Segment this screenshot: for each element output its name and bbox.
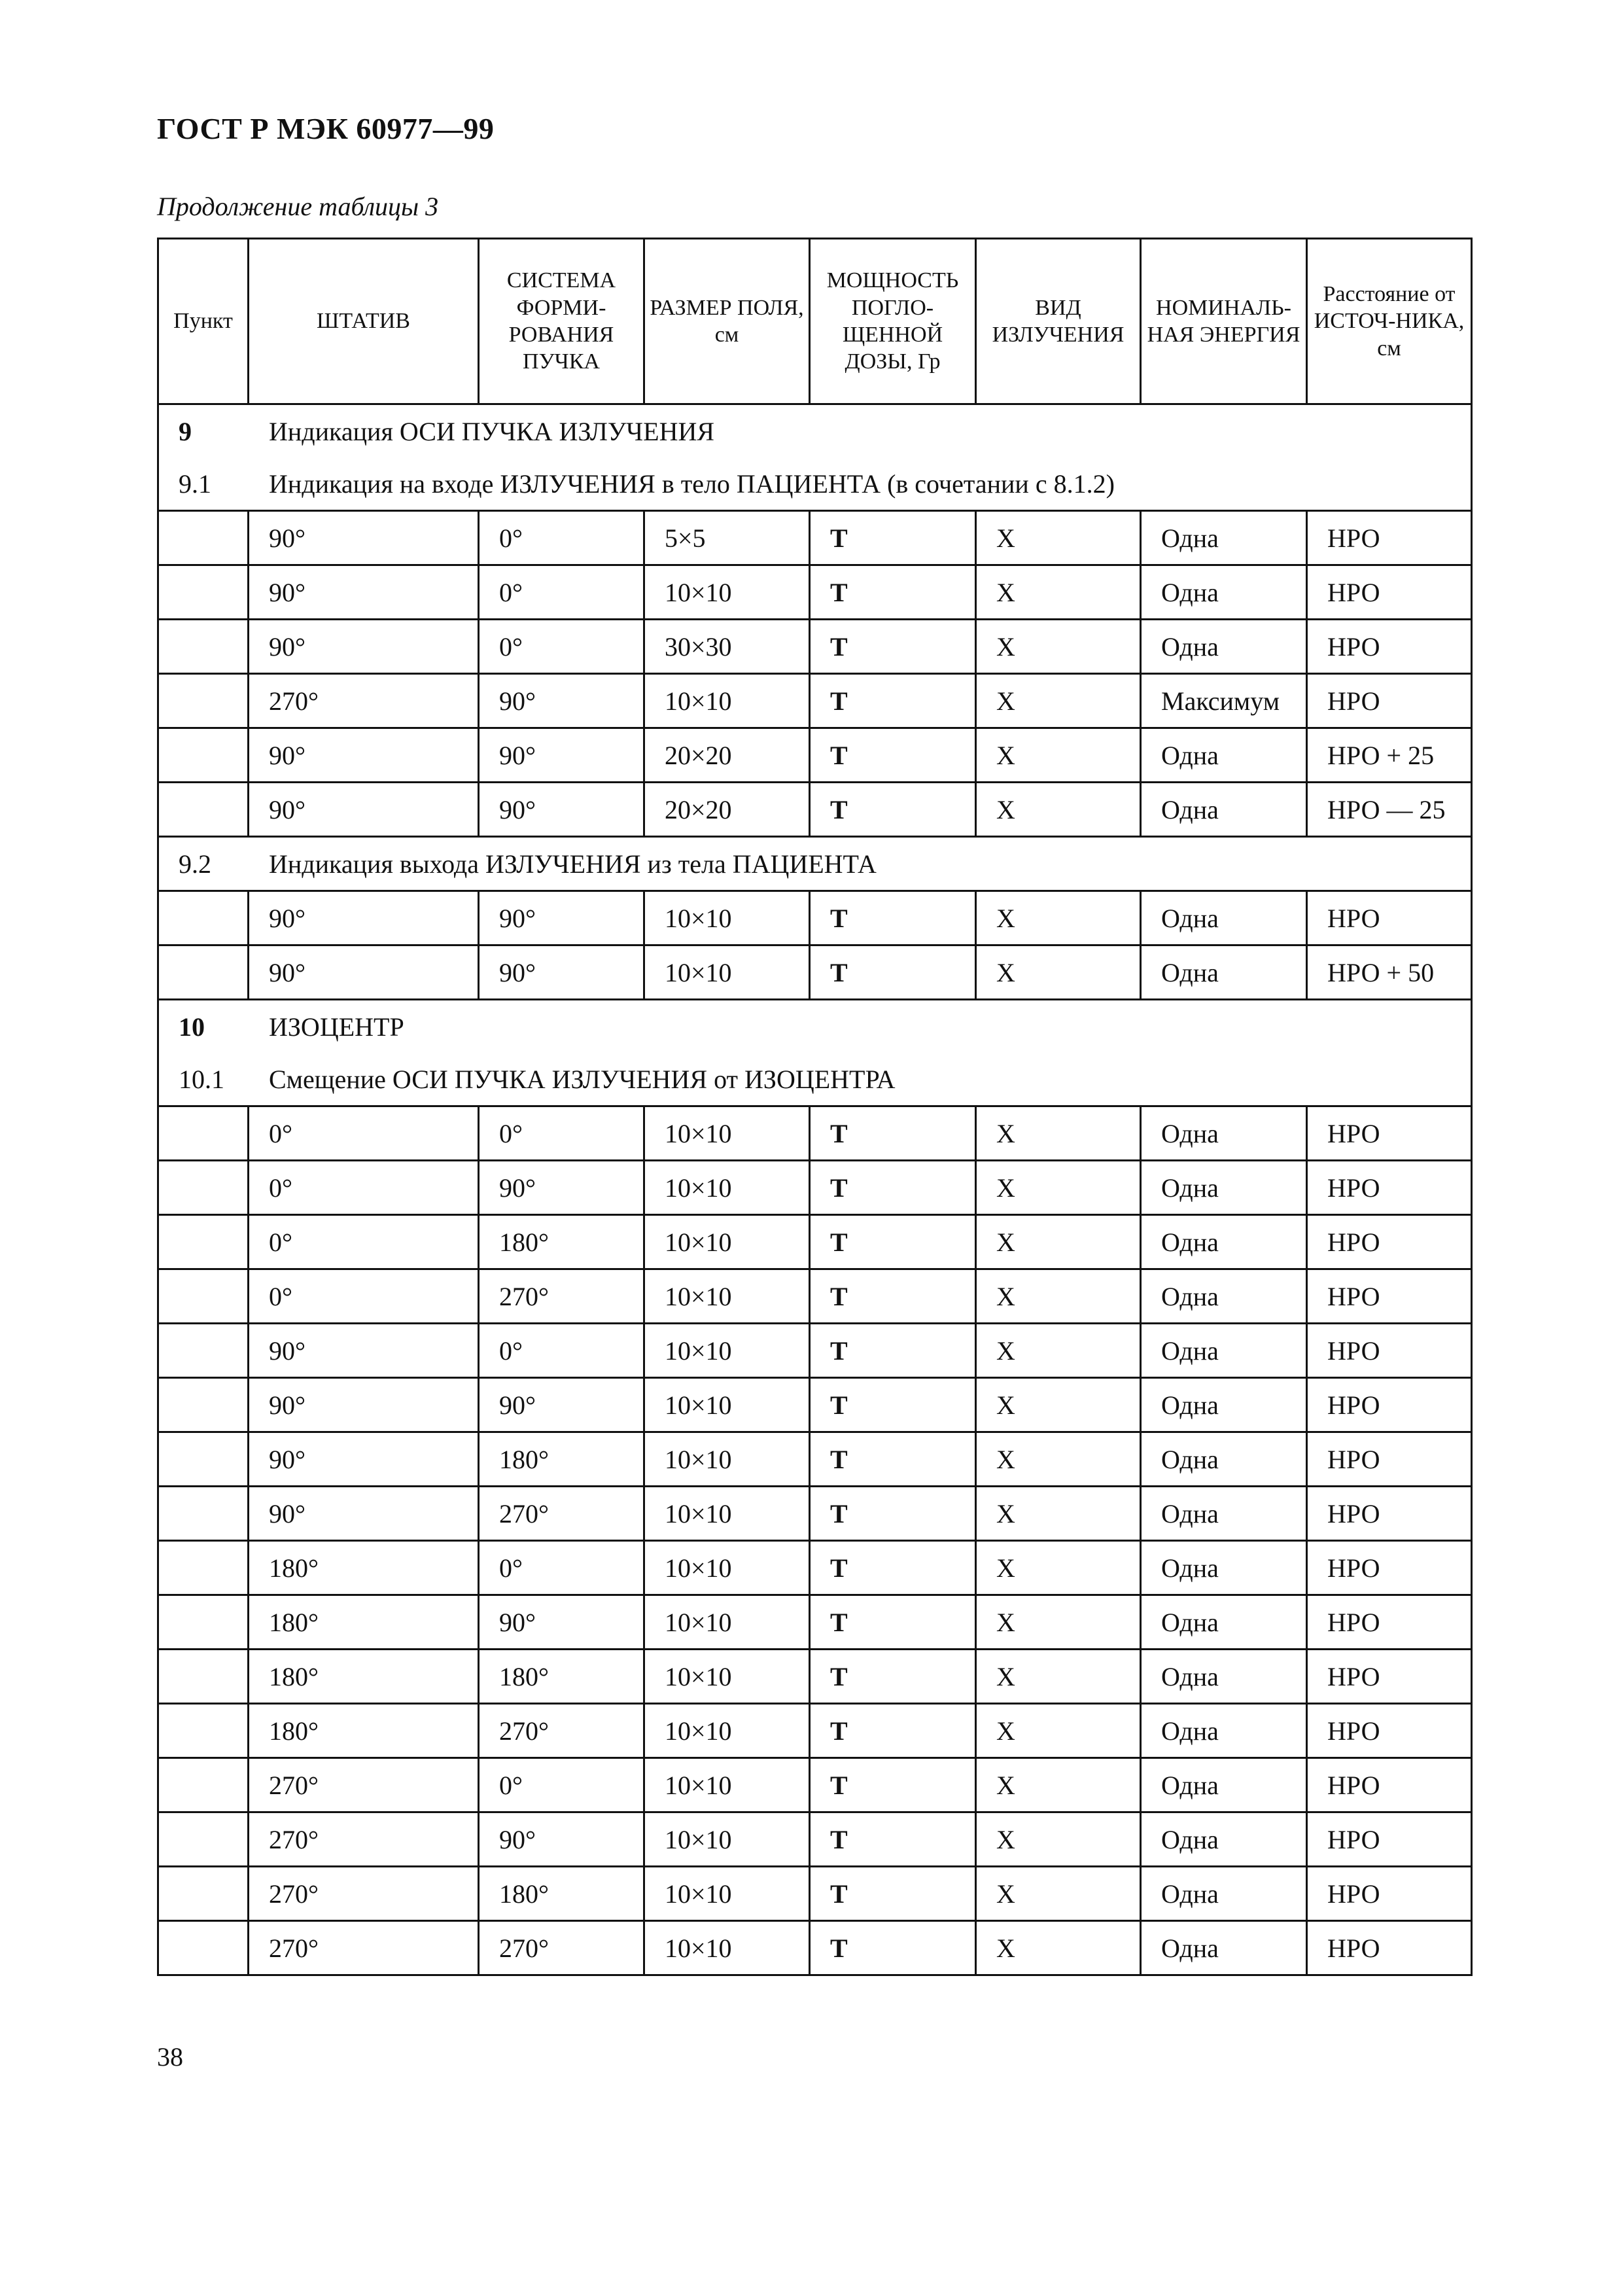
dose-rate-cell: Т	[810, 1378, 976, 1432]
field-size-cell: 10×10	[644, 1867, 810, 1921]
energy-cell: Максимум	[1141, 674, 1307, 728]
support-cell: 270°	[249, 1867, 479, 1921]
field-size-cell: 5×5	[644, 511, 810, 565]
section-title: Смещение ОСИ ПУЧКА ИЗЛУЧЕНИЯ от ИЗОЦЕНТРА	[269, 1064, 896, 1094]
support-cell: 270°	[249, 1812, 479, 1867]
table-row	[158, 1161, 1472, 1215]
support-cell: 0°	[249, 1161, 479, 1215]
dose-rate-cell: Т	[810, 674, 976, 728]
support-cell: 90°	[249, 728, 479, 783]
radiation-type-cell: Х	[976, 1215, 1141, 1269]
distance-cell: НРО	[1307, 1106, 1472, 1161]
dose-rate-cell: Т	[810, 1269, 976, 1324]
header-item: Пункт	[158, 239, 249, 404]
support-cell: 90°	[249, 565, 479, 620]
section-title: Индикация на входе ИЗЛУЧЕНИЯ в тело ПАЦИЕНТА (в сочетании с 8.1.2)	[269, 468, 1115, 499]
radiation-type-cell: Х	[976, 1324, 1141, 1378]
table-row	[158, 1215, 1472, 1269]
distance-cell: НРО	[1307, 1432, 1472, 1487]
radiation-type-cell: Х	[976, 674, 1141, 728]
field-size-cell: 10×10	[644, 1106, 810, 1161]
dose-rate-cell: Т	[810, 945, 976, 1000]
radiation-type-cell: Х	[976, 1704, 1141, 1758]
beam-system-cell: 90°	[479, 728, 644, 783]
beam-system-cell: 90°	[479, 1161, 644, 1215]
table-row	[158, 891, 1472, 945]
field-size-cell: 10×10	[644, 1269, 810, 1324]
field-size-cell: 10×10	[644, 1595, 810, 1650]
distance-cell: НРО	[1307, 1378, 1472, 1432]
dose-rate-cell: Т	[810, 1432, 976, 1487]
item-cell	[158, 1378, 249, 1432]
header-field-size: РАЗМЕР ПОЛЯ, см	[644, 239, 810, 404]
table-row	[158, 1324, 1472, 1378]
radiation-type-cell: Х	[976, 945, 1141, 1000]
dose-rate-cell: Т	[810, 565, 976, 620]
dose-rate-cell: Т	[810, 1161, 976, 1215]
header-source-distance: Расстояние от ИСТОЧ-НИКА, см	[1307, 239, 1472, 404]
distance-cell: НРО	[1307, 891, 1472, 945]
section-heading	[158, 1000, 1472, 1106]
table-row	[158, 1378, 1472, 1432]
item-cell	[158, 891, 249, 945]
energy-cell: Одна	[1141, 511, 1307, 565]
distance-cell: НРО	[1307, 511, 1472, 565]
field-size-cell: 20×20	[644, 783, 810, 837]
energy-cell: Одна	[1141, 1921, 1307, 1975]
section-title: Индикация ОСИ ПУЧКА ИЗЛУЧЕНИЯ	[269, 416, 715, 446]
support-cell: 90°	[249, 945, 479, 1000]
beam-system-cell: 90°	[479, 1378, 644, 1432]
support-cell: 270°	[249, 1758, 479, 1812]
distance-cell: НРО	[1307, 565, 1472, 620]
beam-system-cell: 90°	[479, 891, 644, 945]
energy-cell: Одна	[1141, 783, 1307, 837]
distance-cell: НРО	[1307, 674, 1472, 728]
energy-cell: Одна	[1141, 1595, 1307, 1650]
beam-system-cell: 90°	[479, 1812, 644, 1867]
section-line	[159, 405, 1471, 457]
table-row	[158, 620, 1472, 674]
item-cell	[158, 565, 249, 620]
radiation-type-cell: Х	[976, 891, 1141, 945]
field-size-cell: 10×10	[644, 1650, 810, 1704]
radiation-type-cell: Х	[976, 620, 1141, 674]
energy-cell: Одна	[1141, 1487, 1307, 1541]
item-cell	[158, 674, 249, 728]
distance-cell: НРО	[1307, 1812, 1472, 1867]
table-row	[158, 1921, 1472, 1975]
table-row	[158, 783, 1472, 837]
support-cell: 180°	[249, 1595, 479, 1650]
beam-system-cell: 0°	[479, 511, 644, 565]
field-size-cell: 10×10	[644, 565, 810, 620]
support-cell: 90°	[249, 1378, 479, 1432]
distance-cell: НРО	[1307, 1487, 1472, 1541]
field-size-cell: 10×10	[644, 1324, 810, 1378]
field-size-cell: 10×10	[644, 1378, 810, 1432]
table-row	[158, 674, 1472, 728]
section-number: 9.1	[179, 468, 211, 499]
field-size-cell: 10×10	[644, 1215, 810, 1269]
radiation-type-cell: Х	[976, 728, 1141, 783]
radiation-type-cell: Х	[976, 1812, 1141, 1867]
dose-rate-cell: Т	[810, 891, 976, 945]
support-cell: 180°	[249, 1541, 479, 1595]
item-cell	[158, 1921, 249, 1975]
dose-rate-cell: Т	[810, 1704, 976, 1758]
energy-cell: Одна	[1141, 1704, 1307, 1758]
beam-system-cell: 0°	[479, 1541, 644, 1595]
section-number: 10.1	[179, 1064, 224, 1094]
table-row	[158, 565, 1472, 620]
section-title: Индикация выхода ИЗЛУЧЕНИЯ из тела ПАЦИЕНТА	[269, 849, 877, 879]
beam-system-cell: 90°	[479, 945, 644, 1000]
table-row	[158, 511, 1472, 565]
distance-cell: НРО	[1307, 1650, 1472, 1704]
energy-cell: Одна	[1141, 1324, 1307, 1378]
beam-system-cell: 180°	[479, 1650, 644, 1704]
field-size-cell: 10×10	[644, 1758, 810, 1812]
distance-cell: НРО	[1307, 1215, 1472, 1269]
support-cell: 90°	[249, 1324, 479, 1378]
energy-cell: Одна	[1141, 1758, 1307, 1812]
distance-cell: НРО	[1307, 1921, 1472, 1975]
field-size-cell: 10×10	[644, 1432, 810, 1487]
distance-cell: НРО	[1307, 1269, 1472, 1324]
beam-system-cell: 0°	[479, 565, 644, 620]
field-size-cell: 10×10	[644, 1541, 810, 1595]
item-cell	[158, 1650, 249, 1704]
distance-cell: НРО + 25	[1307, 728, 1472, 783]
section-number: 9.2	[179, 849, 211, 879]
radiation-type-cell: Х	[976, 565, 1141, 620]
table-caption: Продолжение таблицы 3	[157, 192, 439, 221]
energy-cell: Одна	[1141, 1541, 1307, 1595]
item-cell	[158, 620, 249, 674]
radiation-type-cell: Х	[976, 1269, 1141, 1324]
distance-cell: НРО + 50	[1307, 945, 1472, 1000]
item-cell	[158, 1487, 249, 1541]
distance-cell: НРО	[1307, 1595, 1472, 1650]
table-row	[158, 1487, 1472, 1541]
support-cell: 90°	[249, 511, 479, 565]
radiation-type-cell: Х	[976, 1161, 1141, 1215]
section-line	[159, 1000, 1471, 1053]
beam-system-cell: 0°	[479, 1758, 644, 1812]
section-row	[158, 404, 1472, 511]
section-line	[159, 457, 1471, 510]
radiation-type-cell: Х	[976, 1595, 1141, 1650]
section-row	[158, 837, 1472, 891]
beam-system-cell: 0°	[479, 1324, 644, 1378]
support-cell: 180°	[249, 1704, 479, 1758]
dose-rate-cell: Т	[810, 1324, 976, 1378]
distance-cell: НРО	[1307, 1758, 1472, 1812]
support-cell: 90°	[249, 620, 479, 674]
energy-cell: Одна	[1141, 1106, 1307, 1161]
radiation-type-cell: Х	[976, 1432, 1141, 1487]
distance-cell: НРО	[1307, 1541, 1472, 1595]
support-cell: 90°	[249, 783, 479, 837]
parameters-table	[157, 238, 1473, 1976]
dose-rate-cell: Т	[810, 511, 976, 565]
energy-cell: Одна	[1141, 1269, 1307, 1324]
energy-cell: Одна	[1141, 1650, 1307, 1704]
energy-cell: Одна	[1141, 1867, 1307, 1921]
dose-rate-cell: Т	[810, 1867, 976, 1921]
radiation-type-cell: Х	[976, 1541, 1141, 1595]
dose-rate-cell: Т	[810, 1541, 976, 1595]
energy-cell: Одна	[1141, 728, 1307, 783]
radiation-type-cell: Х	[976, 1921, 1141, 1975]
beam-system-cell: 90°	[479, 1595, 644, 1650]
dose-rate-cell: Т	[810, 1921, 976, 1975]
header-dose-rate: МОЩНОСТЬ ПОГЛО-ЩЕННОЙ ДОЗЫ, Гр	[810, 239, 976, 404]
header-radiation-type: ВИД ИЗЛУЧЕНИЯ	[976, 239, 1141, 404]
beam-system-cell: 270°	[479, 1269, 644, 1324]
field-size-cell: 20×20	[644, 728, 810, 783]
page-number: 38	[157, 2042, 183, 2072]
dose-rate-cell: Т	[810, 1106, 976, 1161]
support-cell: 90°	[249, 891, 479, 945]
item-cell	[158, 1867, 249, 1921]
distance-cell: НРО	[1307, 620, 1472, 674]
field-size-cell: 30×30	[644, 620, 810, 674]
radiation-type-cell: Х	[976, 1758, 1141, 1812]
section-heading	[158, 837, 1472, 891]
table-row	[158, 1106, 1472, 1161]
support-cell: 90°	[249, 1487, 479, 1541]
table-row	[158, 1758, 1472, 1812]
support-cell: 270°	[249, 1921, 479, 1975]
radiation-type-cell: Х	[976, 1378, 1141, 1432]
item-cell	[158, 1758, 249, 1812]
radiation-type-cell: Х	[976, 1106, 1141, 1161]
field-size-cell: 10×10	[644, 945, 810, 1000]
beam-system-cell: 270°	[479, 1704, 644, 1758]
header-beam-system: СИСТЕМА ФОРМИ-РОВАНИЯ ПУЧКА	[479, 239, 644, 404]
table-row	[158, 1704, 1472, 1758]
table-row	[158, 945, 1472, 1000]
dose-rate-cell: Т	[810, 1487, 976, 1541]
field-size-cell: 10×10	[644, 1921, 810, 1975]
radiation-type-cell: Х	[976, 1867, 1141, 1921]
item-cell	[158, 1432, 249, 1487]
radiation-type-cell: Х	[976, 1650, 1141, 1704]
beam-system-cell: 270°	[479, 1487, 644, 1541]
distance-cell: НРО	[1307, 1161, 1472, 1215]
item-cell	[158, 1269, 249, 1324]
beam-system-cell: 180°	[479, 1867, 644, 1921]
energy-cell: Одна	[1141, 620, 1307, 674]
item-cell	[158, 728, 249, 783]
item-cell	[158, 1324, 249, 1378]
item-cell	[158, 1161, 249, 1215]
beam-system-cell: 0°	[479, 1106, 644, 1161]
support-cell: 270°	[249, 674, 479, 728]
item-cell	[158, 1215, 249, 1269]
table-header-row	[158, 239, 1472, 404]
beam-system-cell: 180°	[479, 1432, 644, 1487]
section-number: 10	[179, 1012, 205, 1042]
beam-system-cell: 90°	[479, 674, 644, 728]
distance-cell: НРО	[1307, 1324, 1472, 1378]
dose-rate-cell: Т	[810, 1650, 976, 1704]
radiation-type-cell: Х	[976, 511, 1141, 565]
item-cell	[158, 1595, 249, 1650]
table-row	[158, 728, 1472, 783]
support-cell: 0°	[249, 1269, 479, 1324]
table-row	[158, 1867, 1472, 1921]
section-heading	[158, 404, 1472, 511]
section-title: ИЗОЦЕНТР	[269, 1012, 404, 1042]
section-row	[158, 1000, 1472, 1106]
energy-cell: Одна	[1141, 1812, 1307, 1867]
field-size-cell: 10×10	[644, 674, 810, 728]
energy-cell: Одна	[1141, 1432, 1307, 1487]
item-cell	[158, 511, 249, 565]
item-cell	[158, 1106, 249, 1161]
support-cell: 90°	[249, 1432, 479, 1487]
support-cell: 0°	[249, 1106, 479, 1161]
field-size-cell: 10×10	[644, 891, 810, 945]
beam-system-cell: 90°	[479, 783, 644, 837]
header-support: ШТАТИВ	[249, 239, 479, 404]
energy-cell: Одна	[1141, 945, 1307, 1000]
energy-cell: Одна	[1141, 1215, 1307, 1269]
table-row	[158, 1432, 1472, 1487]
header-nominal-energy: НОМИНАЛЬ-НАЯ ЭНЕРГИЯ	[1141, 239, 1307, 404]
energy-cell: Одна	[1141, 1378, 1307, 1432]
table-row	[158, 1269, 1472, 1324]
section-line	[159, 1053, 1471, 1105]
dose-rate-cell: Т	[810, 1215, 976, 1269]
energy-cell: Одна	[1141, 891, 1307, 945]
beam-system-cell: 270°	[479, 1921, 644, 1975]
item-cell	[158, 1704, 249, 1758]
section-line	[159, 838, 1471, 890]
dose-rate-cell: Т	[810, 620, 976, 674]
table-row	[158, 1650, 1472, 1704]
item-cell	[158, 1812, 249, 1867]
dose-rate-cell: Т	[810, 1758, 976, 1812]
beam-system-cell: 180°	[479, 1215, 644, 1269]
distance-cell: НРО	[1307, 1704, 1472, 1758]
table-row	[158, 1595, 1472, 1650]
dose-rate-cell: Т	[810, 1812, 976, 1867]
support-cell: 180°	[249, 1650, 479, 1704]
document-title: ГОСТ Р МЭК 60977—99	[157, 112, 495, 145]
table-body	[158, 404, 1472, 1975]
field-size-cell: 10×10	[644, 1487, 810, 1541]
distance-cell: НРО	[1307, 1867, 1472, 1921]
table-row	[158, 1812, 1472, 1867]
radiation-type-cell: Х	[976, 1487, 1141, 1541]
dose-rate-cell: Т	[810, 783, 976, 837]
item-cell	[158, 1541, 249, 1595]
field-size-cell: 10×10	[644, 1161, 810, 1215]
field-size-cell: 10×10	[644, 1812, 810, 1867]
section-number: 9	[179, 416, 192, 446]
item-cell	[158, 783, 249, 837]
dose-rate-cell: Т	[810, 728, 976, 783]
item-cell	[158, 945, 249, 1000]
distance-cell: НРО — 25	[1307, 783, 1472, 837]
table-row	[158, 1541, 1472, 1595]
energy-cell: Одна	[1141, 1161, 1307, 1215]
beam-system-cell: 0°	[479, 620, 644, 674]
field-size-cell: 10×10	[644, 1704, 810, 1758]
dose-rate-cell: Т	[810, 1595, 976, 1650]
support-cell: 0°	[249, 1215, 479, 1269]
radiation-type-cell: Х	[976, 783, 1141, 837]
energy-cell: Одна	[1141, 565, 1307, 620]
